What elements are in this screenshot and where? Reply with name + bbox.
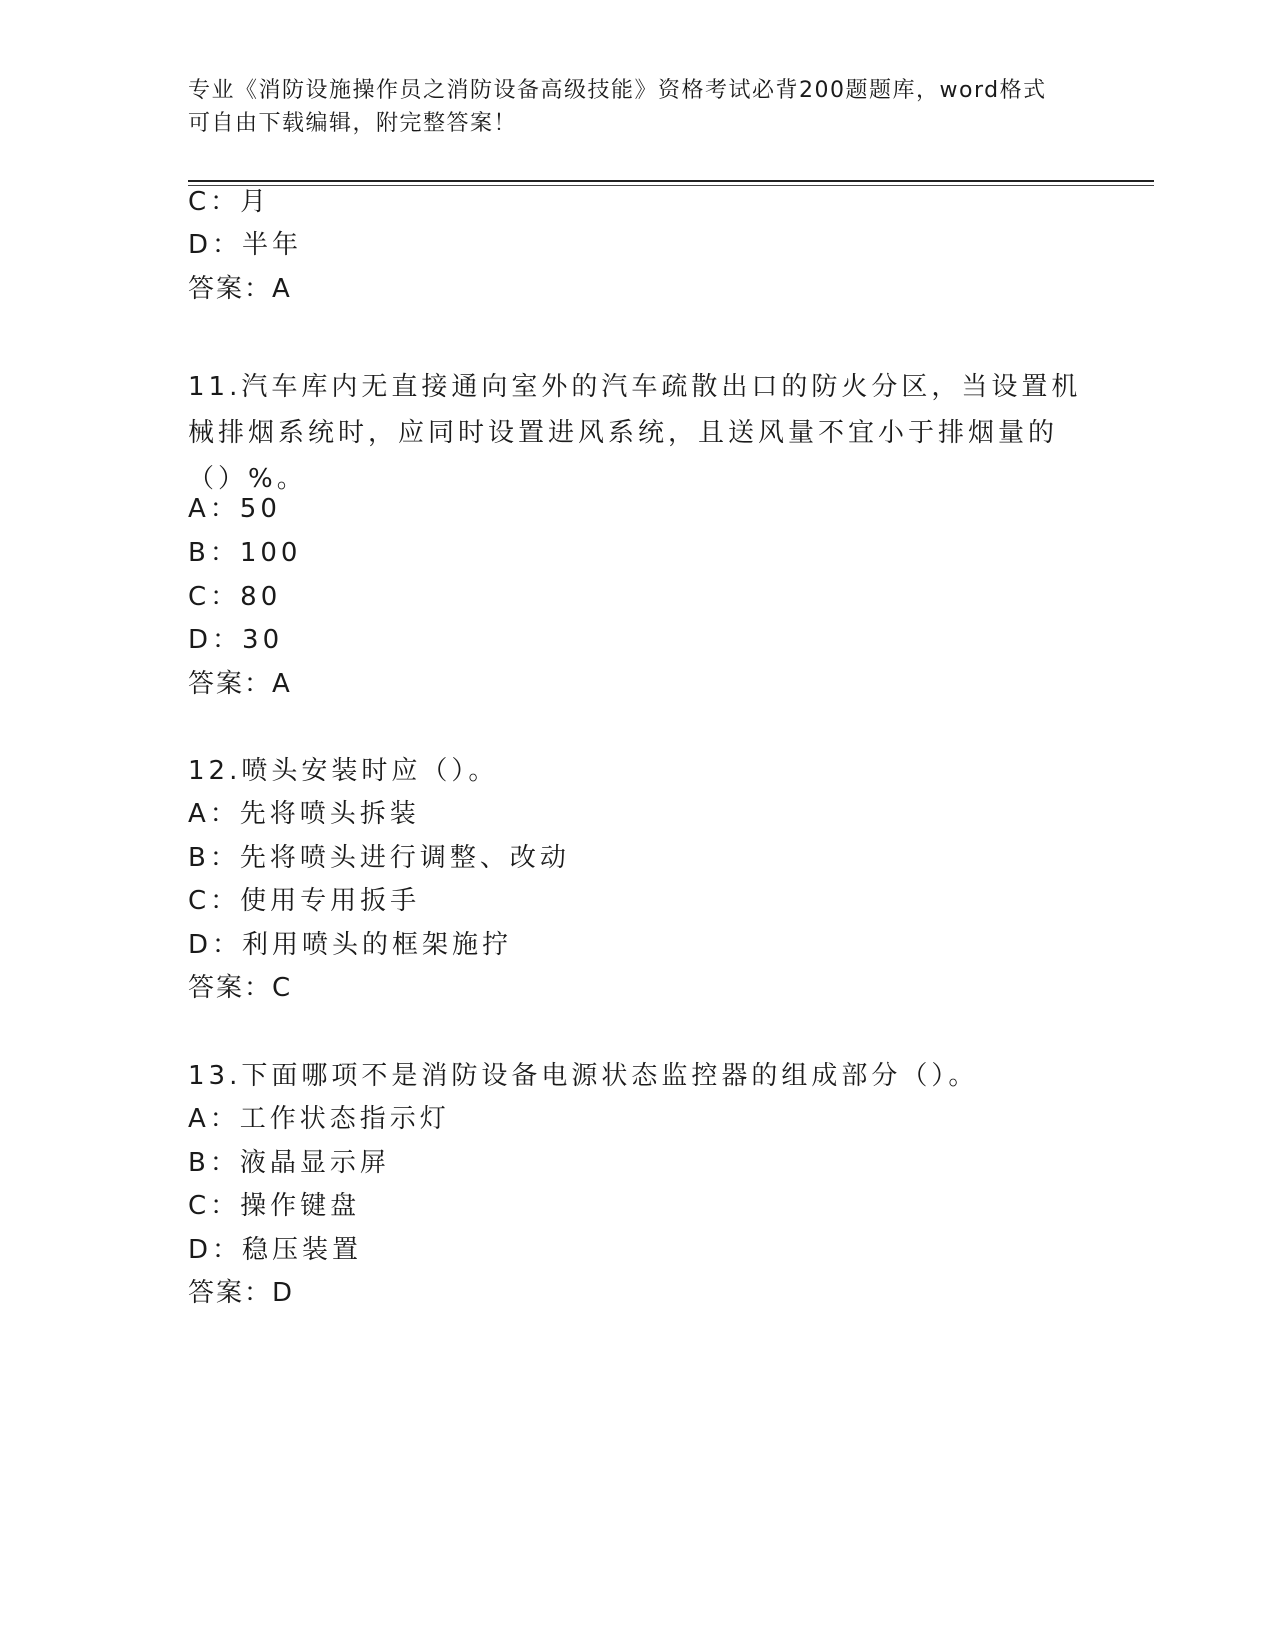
option-a: A：先将喷头拆装 [188,799,420,829]
option-b: B：液晶显示屏 [188,1148,390,1178]
option-a: A：工作状态指示灯 [188,1104,450,1134]
option-a: A：50 [188,494,281,524]
option-c: C：操作键盘 [188,1191,361,1221]
question-text: 12.喷头安装时应（）。 [188,756,499,786]
header-divider-thin [188,185,1154,186]
question-text: 13.下面哪项不是消防设备电源状态监控器的组成部分（）。 [188,1061,979,1091]
answer-line: 答案：D [188,1278,295,1308]
document-title: 专业《消防设施操作员之消防设备高级技能》资格考试必背200题题库，word格式可自由下载编辑，附完整答案！ [188,78,1047,136]
option-d: D：利用喷头的框架施拧 [188,930,513,960]
answer-line: 答案：C [188,973,293,1003]
header-divider-thick [188,180,1154,182]
option-c: C：月 [188,187,271,217]
option-b: B：先将喷头进行调整、改动 [188,843,570,873]
option-d: D：稳压装置 [188,1235,363,1265]
question-text: 11.汽车库内无直接通向室外的汽车疏散出口的防火分区，当设置机械排烟系统时，应同时设置进风系统，且送风量不宜小于排烟量的（）%。 [188,372,1082,494]
option-d: D：30 [188,625,284,655]
option-c: C：80 [188,582,282,612]
answer-line: 答案：A [188,669,292,699]
option-b: B：100 [188,538,302,568]
option-d: D：半年 [188,230,303,260]
answer-line: 答案：A [188,274,292,304]
option-c: C：使用专用扳手 [188,886,421,916]
